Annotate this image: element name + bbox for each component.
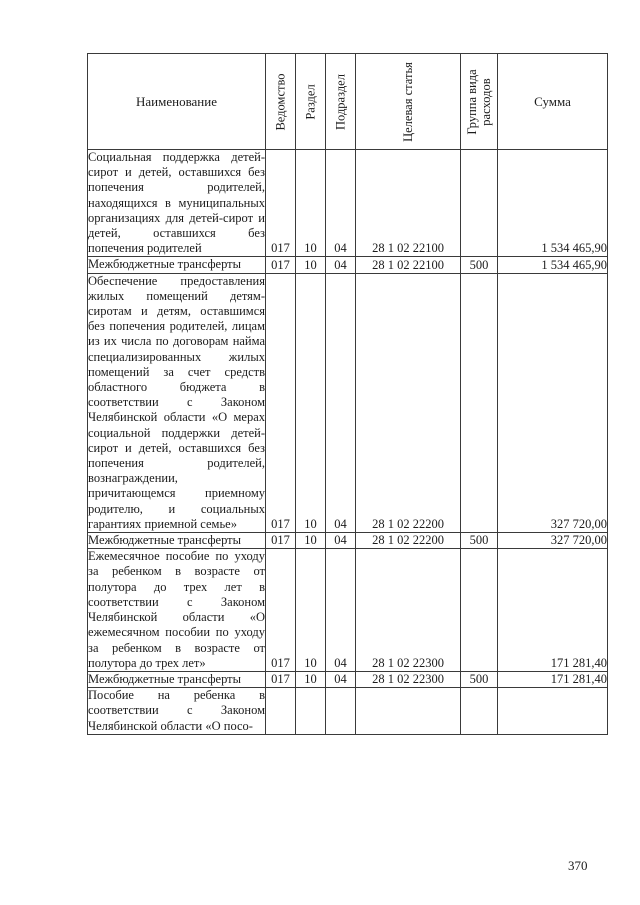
- row-podrazdel: 04: [326, 273, 356, 532]
- row-razdel: 10: [296, 273, 326, 532]
- row-vedomstvo: [266, 688, 296, 735]
- row-razdel: 10: [296, 671, 326, 687]
- row-name: Ежемесячное пособие по уходу за ребенком в возрасте от полутора до трех лет в соответствии с Законом Челябинской области «О ежемесячном пособии по уходу за ребенком в возрасте от полутора до трех лет»: [88, 549, 265, 670]
- row-podrazdel: 04: [326, 257, 356, 273]
- row-podrazdel: 04: [326, 549, 356, 672]
- row-vedomstvo: 017: [266, 549, 296, 672]
- row-gruppa: 500: [461, 533, 498, 549]
- table-row: [88, 549, 608, 672]
- table-row: [88, 533, 608, 549]
- row-razdel: 10: [296, 533, 326, 549]
- row-gruppa: [461, 150, 498, 257]
- header-podrazdel: Подраздел: [326, 54, 356, 150]
- header-gruppa-vida-rashodov: Группа вида расходов: [461, 54, 498, 150]
- row-podrazdel: [326, 688, 356, 735]
- row-razdel: 10: [296, 150, 326, 257]
- row-summa: [498, 688, 608, 735]
- row-summa: 327 720,00: [498, 273, 608, 532]
- row-summa: 1 534 465,90: [498, 257, 608, 273]
- row-razdel: [296, 688, 326, 735]
- budget-table: [87, 53, 608, 735]
- row-gruppa: 500: [461, 257, 498, 273]
- table-row: [88, 688, 608, 735]
- row-celevaya-statya: 28 1 02 22300: [356, 671, 461, 687]
- row-podrazdel: 04: [326, 150, 356, 257]
- row-gruppa: [461, 688, 498, 735]
- row-name: Межбюджетные трансферты: [88, 257, 266, 273]
- row-celevaya-statya: 28 1 02 22200: [356, 533, 461, 549]
- row-celevaya-statya: [356, 688, 461, 735]
- row-vedomstvo: 017: [266, 150, 296, 257]
- row-name: Социальная поддержка детей-сирот и детей, оставшихся без попечения родителей, находящихся в муниципальных организациях для детей-сирот и детей, оставшихся без попечения родителей: [88, 150, 265, 256]
- row-celevaya-statya: 28 1 02 22300: [356, 549, 461, 672]
- row-gruppa: [461, 273, 498, 532]
- header-celevaya-statya: Целевая статья: [356, 54, 461, 150]
- header-razdel: Раздел: [296, 54, 326, 150]
- row-celevaya-statya: 28 1 02 22200: [356, 273, 461, 532]
- header-name: Наименование: [88, 54, 266, 150]
- row-name: Межбюджетные трансферты: [88, 533, 266, 549]
- header-vedomstvo: Ведомство: [266, 54, 296, 150]
- table-row: [88, 671, 608, 687]
- row-summa: 171 281,40: [498, 549, 608, 672]
- row-podrazdel: 04: [326, 533, 356, 549]
- header-summa: Сумма: [498, 54, 608, 150]
- table-body: [88, 150, 608, 735]
- row-podrazdel: 04: [326, 671, 356, 687]
- page-number: 370: [568, 858, 588, 873]
- row-name: Межбюджетные трансферты: [88, 671, 266, 687]
- row-gruppa: [461, 549, 498, 672]
- row-gruppa: 500: [461, 671, 498, 687]
- row-name: Обеспечение предоставления жилых помещений детям-сиротам и детям, оставшимся без попечения родителей, лицам из их числа по договорам найма специализированных жилых помещений за счет средств областного бюджета в соответствии с Законом Челябинской области «О мерах социальной поддержки детей-сирот и детей, оставшихся без попечения родителей, вознаграждении, причитающемся приемному родителю, и социальных гарантиях приемной семье»: [88, 273, 265, 531]
- row-vedomstvo: 017: [266, 533, 296, 549]
- row-razdel: 10: [296, 257, 326, 273]
- row-celevaya-statya: 28 1 02 22100: [356, 257, 461, 273]
- row-vedomstvo: 017: [266, 671, 296, 687]
- table-row: [88, 150, 608, 257]
- row-name: Пособие на ребенка в соответствии с Законом Челябинской области «О посо-: [88, 688, 265, 733]
- row-summa: 171 281,40: [498, 671, 608, 687]
- row-summa: 1 534 465,90: [498, 150, 608, 257]
- row-summa: 327 720,00: [498, 533, 608, 549]
- table-header: [88, 54, 608, 150]
- row-razdel: 10: [296, 549, 326, 672]
- row-celevaya-statya: 28 1 02 22100: [356, 150, 461, 257]
- table-row: [88, 257, 608, 273]
- row-vedomstvo: 017: [266, 273, 296, 532]
- table-row: [88, 273, 608, 532]
- row-vedomstvo: 017: [266, 257, 296, 273]
